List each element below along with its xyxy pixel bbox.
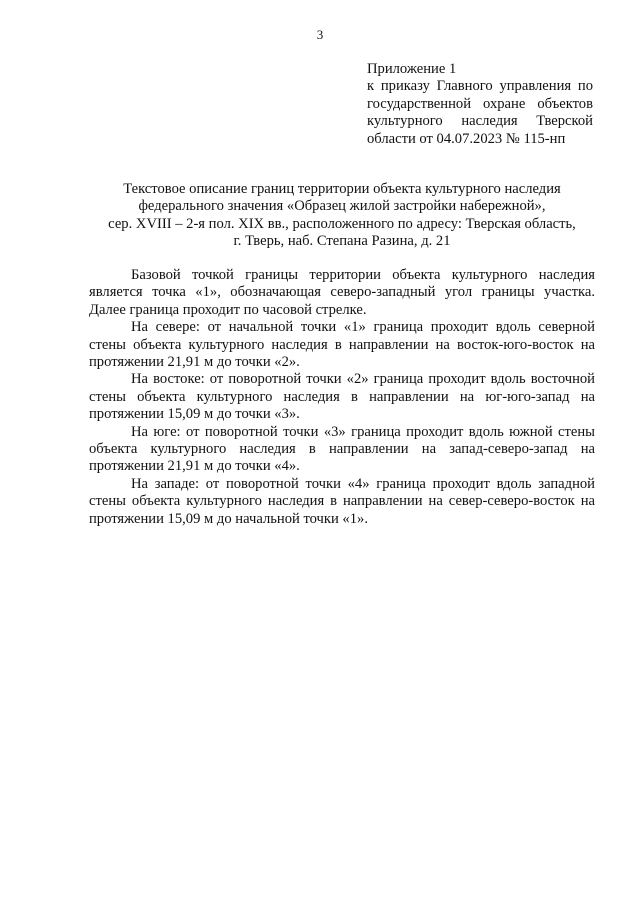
body-line: На севере: от начальной точки «1» граница проходит вдоль северной	[131, 319, 595, 336]
appendix-line: Приложение 1	[367, 61, 457, 77]
title-line: сер. XVIII – 2-я пол. XIX вв., расположенного по адресу: Тверская область,	[108, 215, 576, 232]
document-title	[88, 181, 596, 251]
title-line: Текстовое описание границ территории объекта культурного наследия	[123, 181, 561, 197]
document-body	[89, 267, 595, 528]
body-line: протяжении 15,09 м до точки «3».	[89, 406, 300, 423]
appendix-line: области от 04.07.2023 № 115-нп	[367, 130, 566, 147]
body-line: На востоке: от поворотной точки «2» граница проходит вдоль восточной	[131, 371, 595, 388]
body-line: На западе: от поворотной точки «4» граница проходит вдоль западной	[131, 475, 595, 492]
body-line: стены объекта культурного наследия в направлении на восток-юго-восток на	[89, 336, 595, 353]
appendix-line: к приказу Главного управления по	[367, 78, 593, 95]
page-number: 3	[316, 27, 324, 42]
title-line: г. Тверь, наб. Степана Разина, д. 21	[233, 233, 451, 250]
body-line: Далее граница проходит по часовой стрелке.	[89, 301, 367, 318]
body-line: протяжении 21,91 м до точки «4».	[89, 458, 300, 475]
body-line: является точка «1», обозначающая северо-западный угол границы участка.	[89, 284, 595, 301]
body-line: стены объекта культурного наследия в направлении на юг-юго-запад на	[89, 388, 595, 405]
title-line: федерального значения «Образец жилой застройки набережной»,	[138, 198, 546, 215]
appendix-line: государственной охране объектов	[367, 95, 593, 112]
body-line: объекта культурного наследия в направлении на запад-северо-запад на	[89, 441, 595, 458]
appendix-block	[367, 61, 593, 148]
body-line: стены объекта культурного наследия в направлении на север-северо-восток на	[89, 493, 595, 510]
body-line: Базовой точкой границы территории объекта культурного наследия	[131, 267, 595, 283]
body-line: На юге: от поворотной точки «3» граница проходит вдоль южной стены	[131, 423, 595, 440]
body-line: протяжении 21,91 м до точки «2».	[89, 354, 300, 371]
appendix-line: культурного наследия Тверской	[367, 113, 593, 130]
body-line: протяжении 15,09 м до начальной точки «1».	[89, 510, 368, 527]
